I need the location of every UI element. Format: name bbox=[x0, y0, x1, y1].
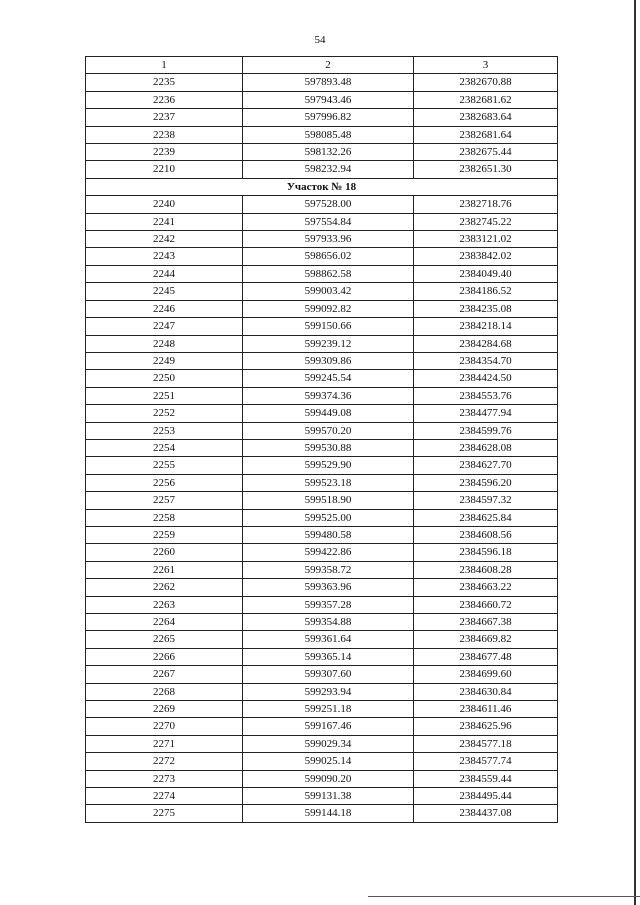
table-cell-col1: 2237 bbox=[86, 109, 243, 126]
table-cell-col2: 599245.54 bbox=[243, 370, 414, 387]
table-cell-col2: 599029.34 bbox=[243, 735, 414, 752]
table-cell-col2: 599518.90 bbox=[243, 492, 414, 509]
table-row bbox=[86, 579, 558, 596]
table-cell-col2: 599092.82 bbox=[243, 300, 414, 317]
table-cell-col3: 2382675.44 bbox=[414, 144, 558, 161]
table-row bbox=[86, 770, 558, 787]
table-cell-col2: 599090.20 bbox=[243, 770, 414, 787]
table-row bbox=[86, 144, 558, 161]
scan-bottom-line bbox=[368, 896, 640, 897]
table-cell-col1: 2271 bbox=[86, 735, 243, 752]
table-row bbox=[86, 231, 558, 248]
table-cell-col1: 2238 bbox=[86, 126, 243, 143]
table-row bbox=[86, 701, 558, 718]
table-row bbox=[86, 753, 558, 770]
table-cell-col3: 2382683.64 bbox=[414, 109, 558, 126]
table-cell-col2: 599530.88 bbox=[243, 439, 414, 456]
table-cell-col2: 598132.26 bbox=[243, 144, 414, 161]
table-cell-col3: 2384596.20 bbox=[414, 474, 558, 491]
table-cell-col2: 597933.96 bbox=[243, 231, 414, 248]
table-cell-col1: 2246 bbox=[86, 300, 243, 317]
table-cell-col2: 599354.88 bbox=[243, 614, 414, 631]
table-body-after-section bbox=[86, 196, 558, 823]
table-cell-col3: 2382718.76 bbox=[414, 196, 558, 213]
table-cell-col2: 599363.96 bbox=[243, 579, 414, 596]
table-cell-col1: 2245 bbox=[86, 283, 243, 300]
table-cell-col1: 2258 bbox=[86, 509, 243, 526]
table-cell-col2: 599309.86 bbox=[243, 352, 414, 369]
table-row bbox=[86, 109, 558, 126]
table-cell-col1: 2270 bbox=[86, 718, 243, 735]
table-header-row bbox=[86, 57, 558, 74]
table-cell-col2: 599003.42 bbox=[243, 283, 414, 300]
table-row bbox=[86, 370, 558, 387]
table-cell-col3: 2384628.08 bbox=[414, 439, 558, 456]
table-cell-col3: 2384625.84 bbox=[414, 509, 558, 526]
table-cell-col3: 2384608.56 bbox=[414, 526, 558, 543]
table-cell-col3: 2384608.28 bbox=[414, 561, 558, 578]
column-header-1: 1 bbox=[86, 57, 243, 74]
table-cell-col3: 2384553.76 bbox=[414, 387, 558, 404]
table-row bbox=[86, 335, 558, 352]
table-row bbox=[86, 614, 558, 631]
table-cell-col2: 598085.48 bbox=[243, 126, 414, 143]
table-cell-col1: 2254 bbox=[86, 439, 243, 456]
table-cell-col3: 2384049.40 bbox=[414, 265, 558, 282]
table-cell-col3: 2382651.30 bbox=[414, 161, 558, 178]
table-cell-col2: 599307.60 bbox=[243, 666, 414, 683]
table-row bbox=[86, 213, 558, 230]
table-cell-col1: 2269 bbox=[86, 701, 243, 718]
table-row bbox=[86, 526, 558, 543]
table-cell-col3: 2384218.14 bbox=[414, 318, 558, 335]
table-row bbox=[86, 439, 558, 456]
table-row bbox=[86, 718, 558, 735]
table-cell-col1: 2250 bbox=[86, 370, 243, 387]
table-row bbox=[86, 735, 558, 752]
table-cell-col3: 2384424.50 bbox=[414, 370, 558, 387]
table-cell-col1: 2262 bbox=[86, 579, 243, 596]
table-cell-col1: 2210 bbox=[86, 161, 243, 178]
table-cell-col1: 2242 bbox=[86, 231, 243, 248]
table-row bbox=[86, 265, 558, 282]
table-cell-col1: 2265 bbox=[86, 631, 243, 648]
table-row bbox=[86, 74, 558, 91]
table-cell-col2: 599480.58 bbox=[243, 526, 414, 543]
table-row bbox=[86, 283, 558, 300]
table-row bbox=[86, 196, 558, 213]
table-cell-col2: 597528.00 bbox=[243, 196, 414, 213]
section-row bbox=[86, 178, 558, 195]
table-row bbox=[86, 683, 558, 700]
table-cell-col1: 2260 bbox=[86, 544, 243, 561]
table-cell-col2: 599525.00 bbox=[243, 509, 414, 526]
table-cell-col3: 2384627.70 bbox=[414, 457, 558, 474]
table-cell-col1: 2267 bbox=[86, 666, 243, 683]
table-cell-col2: 599358.72 bbox=[243, 561, 414, 578]
table-cell-col2: 599251.18 bbox=[243, 701, 414, 718]
table-cell-col3: 2384625.96 bbox=[414, 718, 558, 735]
table-row bbox=[86, 161, 558, 178]
table-cell-col2: 599293.94 bbox=[243, 683, 414, 700]
table-cell-col3: 2384611.46 bbox=[414, 701, 558, 718]
table-cell-col1: 2255 bbox=[86, 457, 243, 474]
table-cell-col1: 2263 bbox=[86, 596, 243, 613]
table-cell-col1: 2261 bbox=[86, 561, 243, 578]
table-cell-col2: 599365.14 bbox=[243, 648, 414, 665]
table-row bbox=[86, 631, 558, 648]
table-cell-col1: 2239 bbox=[86, 144, 243, 161]
section-row-group bbox=[86, 178, 558, 195]
table-cell-col2: 599523.18 bbox=[243, 474, 414, 491]
table-cell-col1: 2256 bbox=[86, 474, 243, 491]
table-cell-col1: 2248 bbox=[86, 335, 243, 352]
table-cell-col1: 2236 bbox=[86, 91, 243, 108]
table-cell-col2: 599361.64 bbox=[243, 631, 414, 648]
table-cell-col2: 597996.82 bbox=[243, 109, 414, 126]
table-row bbox=[86, 509, 558, 526]
table-cell-col2: 599570.20 bbox=[243, 422, 414, 439]
table-row bbox=[86, 248, 558, 265]
table-cell-col1: 2273 bbox=[86, 770, 243, 787]
table-row bbox=[86, 474, 558, 491]
table-row bbox=[86, 300, 558, 317]
page-number: 54 bbox=[314, 34, 326, 46]
table-cell-col1: 2268 bbox=[86, 683, 243, 700]
table-row bbox=[86, 596, 558, 613]
table-cell-col2: 597943.46 bbox=[243, 91, 414, 108]
table-row bbox=[86, 648, 558, 665]
table-cell-col1: 2235 bbox=[86, 74, 243, 91]
table-row bbox=[86, 805, 558, 822]
table-cell-col3: 2384477.94 bbox=[414, 405, 558, 422]
table-cell-col1: 2240 bbox=[86, 196, 243, 213]
table-cell-col3: 2384596.18 bbox=[414, 544, 558, 561]
table-cell-col3: 2384597.32 bbox=[414, 492, 558, 509]
table-cell-col2: 599239.12 bbox=[243, 335, 414, 352]
table-cell-col3: 2384599.76 bbox=[414, 422, 558, 439]
table-cell-col2: 598232.94 bbox=[243, 161, 414, 178]
table-cell-col1: 2275 bbox=[86, 805, 243, 822]
table-cell-col1: 2274 bbox=[86, 788, 243, 805]
table-cell-col1: 2249 bbox=[86, 352, 243, 369]
table-row bbox=[86, 352, 558, 369]
table-row bbox=[86, 387, 558, 404]
scan-edge-line bbox=[634, 0, 636, 905]
table-cell-col2: 599374.36 bbox=[243, 387, 414, 404]
table-cell-col3: 2382681.62 bbox=[414, 91, 558, 108]
table-cell-col1: 2243 bbox=[86, 248, 243, 265]
table-cell-col1: 2244 bbox=[86, 265, 243, 282]
table-row bbox=[86, 561, 558, 578]
table-cell-col3: 2384699.60 bbox=[414, 666, 558, 683]
table-cell-col1: 2247 bbox=[86, 318, 243, 335]
table-row bbox=[86, 405, 558, 422]
table-cell-col2: 599449.08 bbox=[243, 405, 414, 422]
table-cell-col1: 2252 bbox=[86, 405, 243, 422]
table-row bbox=[86, 318, 558, 335]
table-cell-col3: 2384354.70 bbox=[414, 352, 558, 369]
table-cell-col3: 2384186.52 bbox=[414, 283, 558, 300]
table-cell-col2: 597554.84 bbox=[243, 213, 414, 230]
table-cell-col1: 2266 bbox=[86, 648, 243, 665]
coordinates-table bbox=[85, 56, 558, 823]
table-body-before-section bbox=[86, 74, 558, 178]
table-cell-col3: 2382670.88 bbox=[414, 74, 558, 91]
table-cell-col1: 2253 bbox=[86, 422, 243, 439]
table-row bbox=[86, 492, 558, 509]
table-cell-col3: 2382681.64 bbox=[414, 126, 558, 143]
table-cell-col2: 599357.28 bbox=[243, 596, 414, 613]
table-cell-col3: 2383842.02 bbox=[414, 248, 558, 265]
table-cell-col1: 2264 bbox=[86, 614, 243, 631]
table-cell-col3: 2384663.22 bbox=[414, 579, 558, 596]
table-cell-col2: 598656.02 bbox=[243, 248, 414, 265]
table-cell-col3: 2382745.22 bbox=[414, 213, 558, 230]
table-row bbox=[86, 666, 558, 683]
table-cell-col2: 599025.14 bbox=[243, 753, 414, 770]
table-row bbox=[86, 126, 558, 143]
table-cell-col3: 2384284.68 bbox=[414, 335, 558, 352]
table-row bbox=[86, 422, 558, 439]
table-cell-col3: 2384577.18 bbox=[414, 735, 558, 752]
table-cell-col3: 2384630.84 bbox=[414, 683, 558, 700]
column-header-2: 2 bbox=[243, 57, 414, 74]
table-cell-col2: 599529.90 bbox=[243, 457, 414, 474]
table-row bbox=[86, 788, 558, 805]
table-cell-col1: 2257 bbox=[86, 492, 243, 509]
table-cell-col3: 2384667.38 bbox=[414, 614, 558, 631]
table-cell-col3: 2384677.48 bbox=[414, 648, 558, 665]
table-cell-col2: 597893.48 bbox=[243, 74, 414, 91]
table-cell-col3: 2383121.02 bbox=[414, 231, 558, 248]
table-cell-col2: 599131.38 bbox=[243, 788, 414, 805]
table-cell-col1: 2259 bbox=[86, 526, 243, 543]
table-cell-col1: 2251 bbox=[86, 387, 243, 404]
table-cell-col3: 2384577.74 bbox=[414, 753, 558, 770]
table-cell-col2: 599144.18 bbox=[243, 805, 414, 822]
table-row bbox=[86, 544, 558, 561]
table-cell-col2: 599150.66 bbox=[243, 318, 414, 335]
table-cell-col3: 2384495.44 bbox=[414, 788, 558, 805]
table-row bbox=[86, 91, 558, 108]
table-cell-col1: 2241 bbox=[86, 213, 243, 230]
table-cell-col1: 2272 bbox=[86, 753, 243, 770]
table-cell-col2: 598862.58 bbox=[243, 265, 414, 282]
table-cell-col3: 2384559.44 bbox=[414, 770, 558, 787]
table-cell-col3: 2384437.08 bbox=[414, 805, 558, 822]
table-cell-col3: 2384235.08 bbox=[414, 300, 558, 317]
table-cell-col3: 2384669.82 bbox=[414, 631, 558, 648]
table-cell-col2: 599422.86 bbox=[243, 544, 414, 561]
table-cell-col2: 599167.46 bbox=[243, 718, 414, 735]
table-cell-col3: 2384660.72 bbox=[414, 596, 558, 613]
section-title: Участок № 18 bbox=[86, 178, 558, 195]
column-header-3: 3 bbox=[414, 57, 558, 74]
table-row bbox=[86, 457, 558, 474]
